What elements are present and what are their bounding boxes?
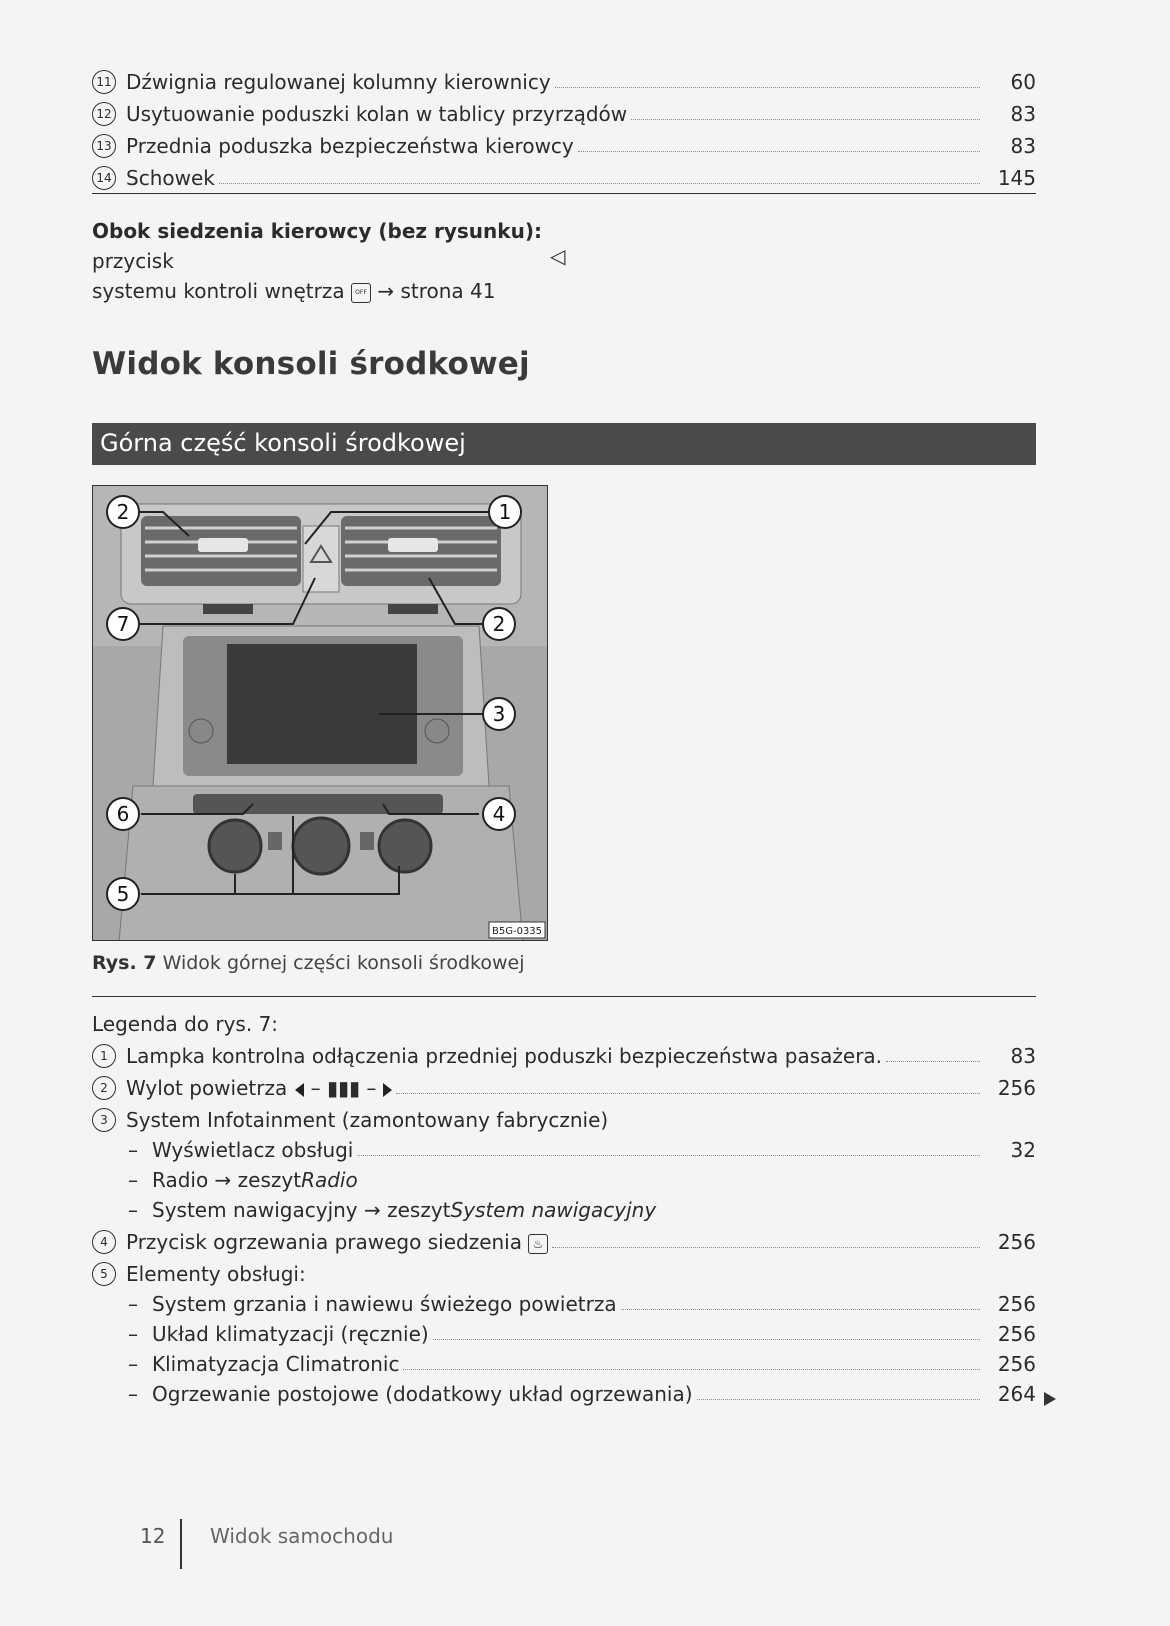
- caption-text: Widok górnej części konsoli środkowej: [162, 952, 525, 974]
- item-label: Ogrzewanie postojowe (dodatkowy układ ogrzewania): [152, 1382, 693, 1406]
- legend-subitem: [92, 1374, 1036, 1406]
- page-ref: 256: [997, 1230, 1036, 1254]
- dot-leader: [433, 1338, 980, 1340]
- dot-leader: [886, 1060, 980, 1062]
- subsection-title: Górna część konsoli środkowej: [100, 429, 466, 457]
- page-ref: 83: [1010, 1044, 1036, 1068]
- legend-item: [92, 1068, 1036, 1100]
- legend-subitem: [92, 1284, 1036, 1316]
- item-label-italic: Radio: [301, 1168, 358, 1192]
- dash: –: [128, 1138, 138, 1162]
- legend-subitem: [92, 1130, 1036, 1162]
- callout-5: 5: [116, 882, 130, 906]
- dot-leader: [697, 1398, 980, 1400]
- page-ref: 32: [1010, 1138, 1036, 1162]
- list-item: [92, 94, 1036, 126]
- item-number: 11: [92, 70, 116, 94]
- item-label-italic: System nawigacyjny: [450, 1198, 657, 1222]
- legend-subitem: [92, 1160, 1036, 1192]
- callout-3: 3: [492, 702, 506, 726]
- dot-leader: [357, 1154, 980, 1156]
- page-ref: 256: [997, 1352, 1036, 1376]
- item-label: Radio → zeszyt: [152, 1168, 302, 1192]
- note-text: systemu kontroli wnętrza: [92, 279, 345, 303]
- item-number: 14: [92, 166, 116, 190]
- interior-monitoring-icon: [351, 283, 371, 303]
- item-label: Układ klimatyzacji (ręcznie): [152, 1322, 429, 1346]
- dot-leader: [578, 150, 980, 152]
- item-label: Klimatyzacja Climatronic: [152, 1352, 400, 1376]
- callout-1: 1: [498, 500, 512, 524]
- dash: –: [128, 1292, 138, 1316]
- page-ref: 256: [997, 1076, 1036, 1100]
- callout-2: 2: [116, 500, 130, 524]
- callout-4: 4: [492, 802, 506, 826]
- dash: –: [128, 1168, 138, 1192]
- item-label: Wyświetlacz obsługi: [152, 1138, 354, 1162]
- item-label: Schowek: [126, 166, 215, 190]
- callout-7: 7: [116, 612, 130, 636]
- dash: –: [128, 1382, 138, 1406]
- legend-item: [92, 1222, 1036, 1254]
- legend-item: [92, 1100, 1036, 1132]
- page-ref: 83: [1010, 102, 1036, 126]
- note-bold: Obok siedzenia kierowcy (bez rysunku):: [92, 219, 542, 243]
- dot-leader: [621, 1308, 980, 1310]
- dot-leader: [403, 1368, 980, 1370]
- item-label: Dźwignia regulowanej kolumny kierownicy: [126, 70, 551, 94]
- item-number: 12: [92, 102, 116, 126]
- page-ref: 264: [997, 1382, 1036, 1406]
- divider: [92, 193, 1036, 194]
- page-ref: 256: [997, 1322, 1036, 1346]
- divider: [92, 996, 1036, 997]
- item-number: 13: [92, 134, 116, 158]
- legend-item: [92, 1036, 1036, 1068]
- note-text: przycisk: [92, 249, 174, 273]
- item-number: 1: [92, 1044, 116, 1068]
- footer-divider: [180, 1519, 182, 1569]
- dash: –: [128, 1352, 138, 1376]
- caption-prefix: Rys. 7: [92, 952, 157, 974]
- page-ref: 60: [1010, 70, 1036, 94]
- list-item: [92, 158, 1036, 190]
- dash: –: [128, 1322, 138, 1346]
- section-title: Widok konsoli środkowej: [92, 346, 530, 382]
- dot-leader: [552, 1246, 980, 1248]
- list-item: [92, 126, 1036, 158]
- seat-heating-icon: ♨: [528, 1234, 548, 1254]
- callout-6: 6: [116, 802, 130, 826]
- item-label: System grzania i nawiewu świeżego powietrza: [152, 1292, 617, 1316]
- driver-seat-note: [92, 216, 612, 306]
- note-link: → strona 41: [370, 279, 496, 303]
- figure-caption: [92, 952, 525, 974]
- back-marker-icon: ◁: [550, 244, 566, 268]
- legend-subitem: [92, 1344, 1036, 1376]
- console-illustration: [93, 486, 548, 941]
- item-label: Elementy obsługi:: [126, 1262, 306, 1286]
- list-item: [92, 62, 1036, 94]
- legend-item: [92, 1254, 1036, 1286]
- console-figure: [92, 485, 548, 941]
- item-label: Przycisk ogrzewania prawego siedzenia: [126, 1230, 522, 1254]
- legend-subitem: [92, 1190, 1036, 1222]
- item-label: Usytuowanie poduszki kolan w tablicy przyrządów: [126, 102, 628, 126]
- legend-title: Legenda do rys. 7:: [92, 1012, 279, 1036]
- figure-code: B5G-0335: [491, 926, 543, 937]
- icon-label: OFF: [355, 288, 367, 296]
- air-vent-symbol-icon: – ▮▮▮ –: [295, 1076, 391, 1100]
- infotainment-display: [227, 644, 417, 764]
- callout-2: 2: [492, 612, 506, 636]
- item-number: 3: [92, 1108, 116, 1132]
- page-number: 12: [140, 1524, 166, 1548]
- chapter-title: Widok samochodu: [210, 1524, 394, 1548]
- item-number: 5: [92, 1262, 116, 1286]
- dot-leader: [631, 118, 980, 120]
- item-label: System nawigacyjny → zeszyt: [152, 1198, 451, 1222]
- dot-leader: [555, 86, 980, 88]
- page-ref: 145: [997, 166, 1036, 190]
- continue-arrow-icon: [1044, 1392, 1056, 1406]
- item-label: Przednia poduszka bezpieczeństwa kierowcy: [126, 134, 574, 158]
- item-label: System Infotainment (zamontowany fabrycznie): [126, 1108, 609, 1132]
- dot-leader: [396, 1092, 980, 1094]
- item-label: Wylot powietrza: [126, 1076, 288, 1100]
- page-ref: 83: [1010, 134, 1036, 158]
- item-label: Lampka kontrolna odłączenia przedniej poduszki bezpieczeństwa pasażera.: [126, 1044, 883, 1068]
- item-number: 4: [92, 1230, 116, 1254]
- dash: –: [128, 1198, 138, 1222]
- dot-leader: [219, 182, 980, 184]
- subsection-header: [92, 423, 1036, 465]
- item-number: 2: [92, 1076, 116, 1100]
- page-ref: 256: [997, 1292, 1036, 1316]
- legend-subitem: [92, 1314, 1036, 1346]
